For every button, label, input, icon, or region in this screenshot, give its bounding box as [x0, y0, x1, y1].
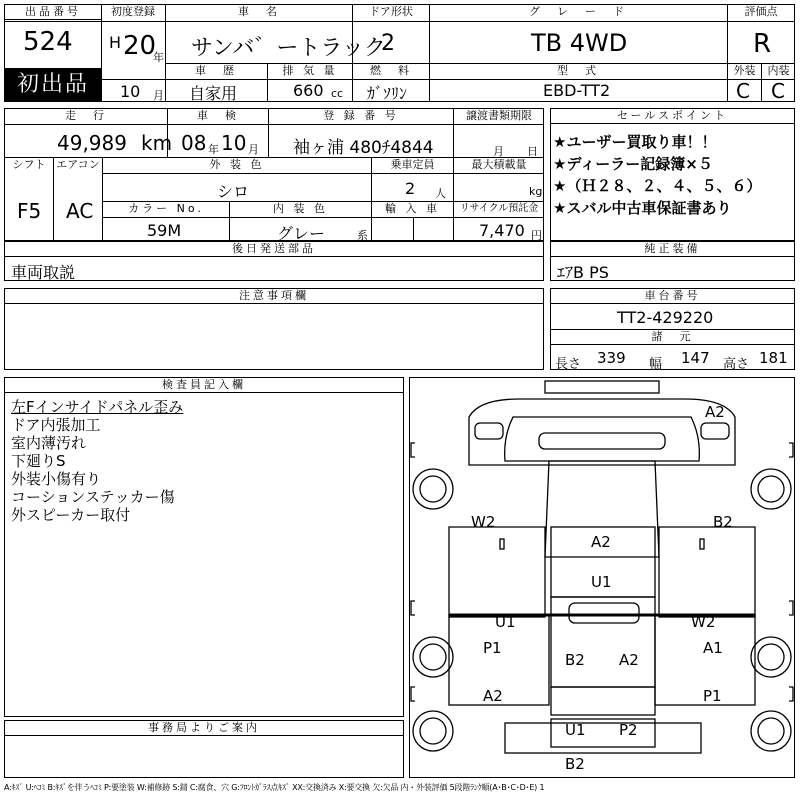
capacity-label: 乗車定員: [390, 158, 435, 171]
notes-label: 注意事項欄: [5, 289, 543, 304]
displacement-label: 排 気 量: [282, 64, 338, 77]
damage-mark: P1: [703, 687, 722, 705]
ac: AC: [66, 199, 94, 223]
damage-mark: B2: [565, 651, 585, 669]
sales-point: ★ユーザー買取り車！！: [553, 133, 717, 151]
width-label: 幅: [649, 357, 663, 372]
recycle-unit: 円: [531, 229, 542, 242]
inspection-label: 車 検: [197, 109, 239, 122]
interior-color: グレー: [277, 224, 326, 243]
length: 339: [597, 349, 626, 367]
damage-mark: W2: [471, 513, 496, 531]
length-label: 長さ: [555, 357, 582, 372]
color-number: 59M: [147, 221, 182, 240]
era: H: [109, 33, 122, 52]
damage-mark: A2: [619, 651, 639, 669]
chassis-block: [550, 288, 795, 370]
transfer-day: 日: [527, 145, 538, 158]
inspection-year: 08: [181, 131, 207, 155]
damage-mark: P1: [483, 639, 502, 657]
sales-point: ★（Ｈ２８、２、４、５、６）: [553, 177, 762, 195]
genuine-label: 純正装備: [551, 242, 794, 257]
import-label: 輸 入 車: [385, 202, 440, 215]
inspector-note: 外装小傷有り: [11, 470, 102, 488]
damage-diagram: [409, 377, 795, 778]
grade-label: グ レ ー ド: [529, 5, 627, 18]
first-reg-year: 20: [123, 31, 157, 61]
exterior-color: シロ: [217, 182, 250, 201]
interior-label: 内装: [767, 64, 790, 77]
shift: F5: [17, 199, 42, 223]
notes-block: [4, 288, 544, 370]
int-color-unit: 系: [357, 229, 368, 242]
mileage-label: 走 行: [65, 109, 107, 122]
later-parts-label: 後日発送部品: [5, 242, 543, 257]
damage-mark: A2: [483, 687, 503, 705]
inspector-note: ドア内張加工: [11, 416, 101, 434]
recycle-fee: 7,470: [479, 221, 525, 240]
displacement-unit: cc: [331, 87, 344, 100]
history: 自家用: [189, 84, 238, 103]
damage-mark: U1: [591, 573, 612, 591]
exterior-label: 外装: [733, 64, 756, 77]
door-label: ドア形状: [369, 5, 413, 18]
capacity: 2: [405, 179, 416, 198]
month-unit: 月: [153, 89, 164, 102]
plate-label: 登 録 番 号: [323, 109, 399, 122]
inspector-note: 外スピーカー取付: [11, 506, 131, 524]
damage-mark: A2: [591, 533, 611, 551]
later-parts-block: [4, 241, 544, 281]
width: 147: [681, 349, 710, 367]
first-reg-label: 初度登録: [111, 5, 155, 18]
genuine-value: ｴｱB PS: [557, 263, 609, 282]
doors: 2: [381, 31, 395, 56]
inspector-note: 室内薄汚れ: [11, 434, 87, 452]
damage-mark: P2: [619, 721, 638, 739]
transfer-month: 月: [493, 145, 504, 158]
inspector-block: [4, 377, 404, 717]
first-reg-month: 10: [120, 82, 141, 101]
transfer-label: 譲渡書類期限: [466, 109, 532, 122]
office-label: 事務局よりご案内: [5, 721, 403, 736]
sales-points-label: セールスポイント: [551, 109, 794, 124]
office-notice-block: [4, 720, 404, 778]
capacity-unit: 人: [435, 187, 446, 200]
chassis-number: TT2-429220: [617, 308, 714, 327]
inspector-label: 検査員記入欄: [5, 378, 403, 393]
inspection-year-unit: 年: [208, 143, 219, 156]
damage-mark: W2: [691, 613, 716, 631]
model: EBD-TT2: [543, 81, 611, 100]
inspection-month-unit: 月: [248, 143, 259, 156]
later-parts-value: 車両取説: [11, 263, 76, 282]
inspector-note: 左Fインサイドパネル歪み: [11, 398, 184, 416]
score: R: [753, 29, 772, 59]
interior-score: C: [771, 79, 785, 103]
score-label: 評価点: [744, 5, 778, 18]
damage-mark: B2: [713, 513, 733, 531]
inspector-note: コーションステッカー傷: [11, 488, 175, 506]
exterior-score: C: [736, 79, 750, 103]
year-unit: 年: [153, 51, 164, 64]
damage-mark: A2: [705, 403, 725, 421]
plate-number: 袖ヶ浦 480ﾁ4844: [293, 138, 434, 158]
car-name: サンバ゛ートラック: [191, 36, 386, 61]
inspector-note: 下廻りS: [11, 452, 66, 470]
int-color-label: 内 装 色: [273, 202, 328, 215]
genuine-equipment-block: [550, 241, 795, 281]
sales-point: ★スバル中古車保証書あり: [553, 199, 732, 217]
load-label: 最大積載量: [471, 158, 527, 171]
sales-points-block: [550, 108, 795, 241]
vehicle-info-block: [4, 108, 544, 241]
mileage-unit: km: [141, 131, 173, 155]
mileage: 49,989: [57, 131, 127, 155]
shift-label: シフト: [12, 158, 46, 171]
displacement: 660: [293, 81, 324, 100]
damage-mark: B2: [565, 755, 585, 773]
history-label: 車 歴: [195, 64, 237, 77]
damage-mark: U1: [565, 721, 586, 739]
recycle-label: リサイクル預託金: [459, 203, 539, 214]
fuel-label: 燃 料: [370, 64, 412, 77]
header-block: [4, 4, 795, 102]
inspection-month: 10: [221, 131, 247, 155]
fuel: ｶﾞｿﾘﾝ: [367, 84, 408, 103]
grade: TB 4WD: [531, 29, 628, 57]
height-label: 高さ: [723, 357, 750, 372]
lot-number: 524: [23, 27, 73, 57]
car-name-label: 車 名: [238, 5, 280, 18]
model-label: 型 式: [557, 64, 599, 77]
load-unit: kg: [529, 185, 543, 198]
sales-point: ★ディーラー記録簿×５: [553, 155, 713, 173]
chassis-label: 車台番号: [551, 289, 794, 304]
color-label: 外 装 色: [209, 158, 265, 171]
damage-mark: U1: [495, 613, 516, 631]
height: 181: [759, 349, 788, 367]
color-no-label: カラー No.: [128, 202, 204, 215]
legend: A:ｷｽﾞ U:ﾍｺﾐ B:ｷｽﾞを伴うﾍｺﾐ P:要塗装 W:補修跡 S:錆 C:腐食、穴 G:ﾌﾛﾝﾄｶﾞﾗｽ点ｷｽﾞ XX:交換済み X:要交換 欠:欠品 内・外装評価 5段階ﾗﾝｸ順(A･B･C･D･E) 1: [4, 783, 545, 792]
lot-label: 出品番号: [5, 5, 101, 20]
damage-mark: A1: [703, 639, 723, 657]
dims-label: 諸 元: [551, 330, 794, 345]
first-listing-badge: 初出品: [5, 68, 101, 102]
ac-label: エアコン: [56, 158, 100, 171]
